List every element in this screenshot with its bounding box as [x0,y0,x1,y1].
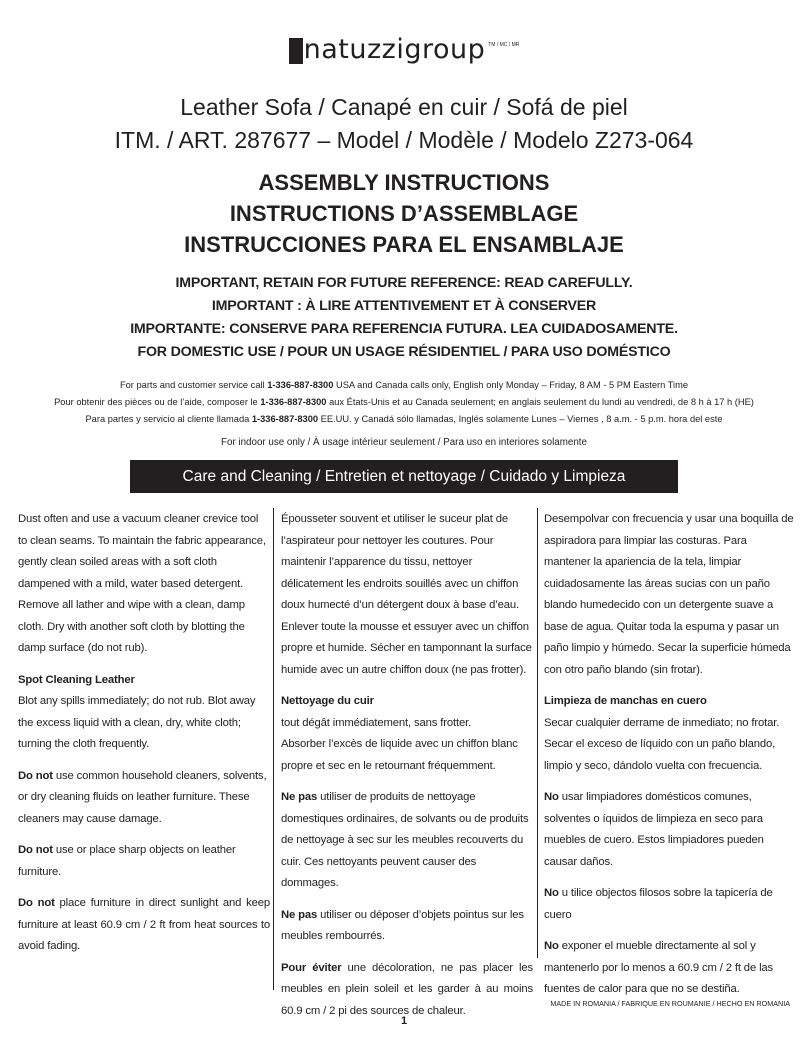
domestic-use: FOR DOMESTIC USE / POUR UN USAGE RÉSIDENTIEL / PARA USO DOMÉSTICO [137,344,671,360]
service-fr: Pour obtenir des pièces ou de l’aide, composer le 1-336-887-8300 aux États-Unis et au Canada seulement; en anglais seulement du lundi au vendredi, de 8 h à 17 h (HE) [54,397,754,407]
logo-text: natuzzigroup [303,34,486,65]
service-phone: 1-336-887-8300 [251,414,319,424]
english-column [18,509,270,968]
service-en: For parts and customer service call 1-336-887-8300 USA and Canada calls only, English only Monday – Friday, 8 AM - 5 PM Eastern Time [119,380,689,390]
care-cleaning-banner: Care and Cleaning / Entretien et nettoyage / Cuidado y Limpieza [130,460,678,493]
spot-cleaning-text-es: Secar cualquier derrame de inmediato; no frotar. Secar el exceso de líquido con un paño blando, limpio y seco, dándolo vuelta con frecuencia. [544,716,780,772]
care-intro-es: Desempolvar con frecuencia y usar una boquilla de aspiradora para limpiar las costuras. Para mantener la apariencia de la tela, limpiar cuidadosamente las áreas sucias con un paño blando humedecido con un detergente suave a base de agua. Quitar toda la espuma y pasar un paño limpio y húmedo. Secar la superficie húmeda con otro paño blando (sin frotar). [544,513,794,676]
trademark-mark: TM / MC / MR [488,42,520,48]
warning-sunlight-en: Do not place furniture in direct sunlight and keep furniture at least 60.9 cm / 2 ft from heat sources to avoid fading. [18,897,270,952]
important-es: IMPORTANTE: CONSERVE PARA REFERENCIA FUTURA. LEA CUIDADOSAMENTE. [130,321,678,337]
made-in-label: MADE IN ROMANIA / FABRIQUE EN ROUMANIE / HECHO EN ROMANIA [550,999,790,1008]
assembly-heading-fr: INSTRUCTIONS D’ASSEMBLAGE [229,201,579,226]
spot-cleaning-heading-es: Limpieza de manchas en cuero [544,695,707,707]
product-model: ITM. / ART. 287677 – Model / Modèle / Modelo Z273-064 [114,127,694,153]
warning-sunlight-fr: Pour éviter une décoloration, ne pas placer les meubles en plein soleil et les garder à au moins 60.9 cm / 2 pi des sources de chaleur. [281,961,533,1017]
spot-cleaning-text-fr: tout dégât immédiatement, sans frotter. Absorber l’excès de liquide avec un chiffon blanc propre et sec en le retournant fréquemment. [281,716,518,772]
assembly-heading-en: ASSEMBLY INSTRUCTIONS [258,170,550,195]
service-phone: 1-336-887-8300 [267,380,334,390]
spot-cleaning-heading-en: Spot Cleaning Leather [18,673,135,686]
important-en: IMPORTANT, RETAIN FOR FUTURE REFERENCE: READ CAREFULLY. [175,275,633,291]
service-es: Para partes y servicio al cliente llamada 1-336-887-8300 EE.UU. y Canadá sólo llamadas, Inglés solamente Lunes – Viernes , 8 a.m. - 5 p.m. hora del este [85,414,723,424]
warning-sharp-es: No u tilice objectos filosos sobre la tapicería de cuero [544,887,773,921]
indoor-use-notice: For indoor use only / À usage intérieur seulement / Para uso en interiores solamente [221,437,587,448]
column-divider [273,508,274,990]
warning-sharp-fr: Ne pas utiliser ou déposer d’objets pointus sur les meubles rembourrés. [281,908,524,942]
warning-sunlight-es: No exponer el mueble directamente al sol y mantenerlo por lo menos a 60.9 cm / 2 ft de las fuentes de calor para que no se destiña. [544,940,774,995]
spanish-column [544,509,794,1011]
brand-logo [0,34,808,69]
column-divider [537,508,538,958]
spot-cleaning-heading-fr: Nettoyage du cuir [281,695,374,707]
important-notice [0,272,808,364]
important-fr: IMPORTANT : À LIRE ATTENTIVEMENT ET À CONSERVER [211,298,597,314]
page-number: 1 [400,1015,408,1027]
assembly-heading-es: INSTRUCCIONES PARA EL ENSAMBLAJE [184,232,624,257]
product-title: Leather Sofa / Canapé en cuir / Sofá de piel [180,94,628,120]
warning-cleaners-es: No usar limpiadores domésticos comunes, solventes o íquidos de limpieza en seco para muebles de cuero. Estos limpiadores pueden causar daños. [544,791,764,868]
warning-cleaners-en: Do not use common household cleaners, solvents, or dry cleaning fluids on leather furniture. These cleaners may cause damage. [18,769,267,825]
french-column [281,509,533,1032]
assembly-heading [0,167,808,260]
care-intro-en: Dust often and use a vacuum cleaner crevice tool to clean seams. To maintain the fabric appearance, gently clean soiled areas with a soft cloth dampened with a mild, water based detergent. Remove all lather and wipe with a clean, damp cloth. Dry with another soft cloth by blotting the damp surface (do not rub). [18,513,266,654]
customer-service-info [0,377,808,428]
warning-sharp-en: Do not use or place sharp objects on leather furniture. [18,844,236,878]
care-intro-fr: Épousseter souvent et utiliser le suceur plat de l’aspirateur pour nettoyer les coutures. Pour maintenir l’apparence du tissu, nettoyer délicatement les endroits souillés avec un chiffon doux humecté d’un détergent doux à base d’eau. Enlever toute la mousse et essuyer avec un chiffon propre et humide. Sécher en tamponnant la surface humide avec un autre chiffon doux (ne pas frotter). [281,513,532,676]
spot-cleaning-text-en: Blot any spills immediately; do not rub. Blot away the excess liquid with a clean, dry, white cloth; turning the cloth frequently. [18,695,256,750]
warning-cleaners-fr: Ne pas utiliser de produits de nettoyage domestiques ordinaires, de solvants ou de produits de nettoyage à sec sur les meubles recouverts du cuir. Ces nettoyants peuvent causer des dommages. [281,791,529,889]
service-phone: 1-336-887-8300 [260,397,327,407]
logo-mark [289,38,303,64]
